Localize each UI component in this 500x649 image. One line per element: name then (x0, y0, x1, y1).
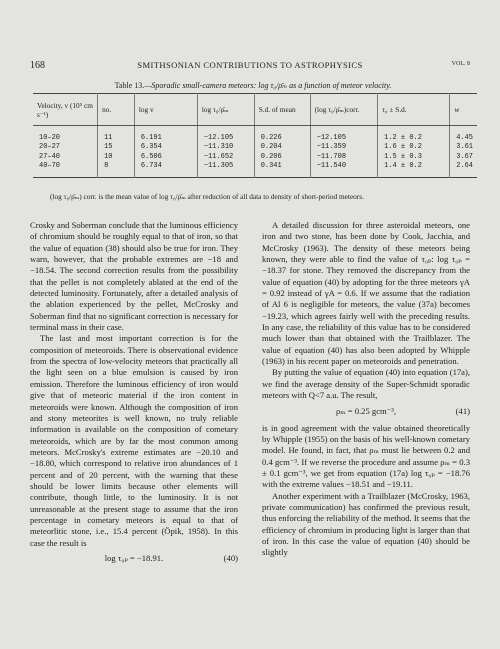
page-number: 168 (30, 60, 45, 71)
velocity-table (33, 93, 477, 178)
col-header-log-tau-corr: (log τ₀/ρ̄ₘ)corr. (310, 94, 378, 126)
table-footnote: (log τ₀/ρ̄ₘ) corr. is the mean value of log τ₀/ρ̄ₘ after reduction of all data to density of short-period meteors. (50, 192, 364, 201)
table-header-row (33, 94, 477, 126)
table-caption-label: Table 13. (114, 81, 145, 90)
table-caption (40, 81, 466, 90)
equation-formula: log τ₀ₚ = −18.91. (104, 552, 164, 563)
paragraph: By putting the value of equation (40) into equation (17a), we find the average density of the Super-Schmidt sporadic meteors with Q<7 a.u. The result, (262, 367, 470, 401)
cell-log-tau-corr: −12.105 −11.359 −11.708 −11.540 (310, 126, 378, 178)
col-header-tau-sd: τ₀ ± S.d. (378, 94, 450, 126)
col-header-log-tau: log τ₀/ρ̄ₘ (197, 94, 254, 126)
cell-no: 11 15 10 8 (98, 126, 135, 178)
paragraph: Another experiment with a Trailblazer (McCrosky, 1963, private communication) has confirmed the previous result, thus enforcing the reliability of the method. It seems that the efficiency of chromium in producing light is larger than that of iron. In this case the value of equation (40) should be slightly (262, 490, 470, 558)
running-title: SMITHSONIAN CONTRIBUTIONS TO ASTROPHYSICS (137, 60, 363, 70)
paragraph: Crosky and Soberman conclude that the luminous efficiency of chromium should be roughly equal to that of iron, so that the value of equation (38) should also be true for iron. They warn, however, that the probable extremes are −18 and −18.54. The second correction results from the possibility that the pellet is not completely ablated at the end of the detected luminosity. Fortunately, after a detailed analysis of the ablation experienced by the pellet, McCrosky and Soberman find that no significant correction is necessary for terminal mass in their case. (30, 220, 238, 333)
table-body-row (33, 126, 477, 178)
paragraph: The last and most important correction is for the composition of meteoroids. There is observational evidence from the spectra of low-velocity meteors that practically all the light seen on a blue emulsion is caused by iron emission. Therefore the luminous efficiency of iron would give that of meteoric material if the iron content in meteoroids were known. Although the composition of iron and stony meteorites is well known, no truly reliable information is available on the composition of cometary meteoroids, which are by far the most common among meteors. McCrosky's extreme estimates are −20.10 and −18.80, which correspond to relative iron abundances of 1 percent and of 20 percent, with the warning that these should be lower limits because other elements will contribute, though little, to the luminosity. It is not unreasonable at the present stage to assume that the iron percentage in cometary meteors is equal to that of meteorlitic stone, i.e., 15.4 percent (Öpik, 1958). In this case the result is (30, 333, 238, 548)
cell-velocity: 10–20 20–27 27–40 40–70 (33, 126, 98, 178)
table-caption-text: —Sporadic small-camera meteors: log τ₀/ρ̄ₘ as a function of meteor velocity. (144, 81, 392, 90)
col-header-w: w (450, 94, 477, 126)
equation-number: (41) (455, 405, 470, 416)
volume-label: VOL. 8 (451, 61, 470, 67)
cell-sd-mean: 0.226 0.204 0.206 0.341 (254, 126, 310, 178)
cell-log-v: 6.191 6.354 6.506 6.734 (134, 126, 197, 178)
right-column (262, 220, 470, 559)
paragraph: A detailed discussion for three asteroidal meteors, one iron and two stone, has been done by Cook, Jacchia, and McCrosky (1963). The density of these meteors being known, they were able to find the value of τ₀ₚ: log τ₀ₚ = −18.37 for stone. They removed the discrepancy from the value of equation (40) by adopting for the three meteors γA = 0.92 instead of γA = 0.6. If we assume that the radiation of Al 6 is negligible for meteors, the value (37a) becomes −19.23, which agrees fairly well with the preceding results. In any case, the reliability of this value has to be considered much lower than that obtained with the Trailblazer. The value of equation (40) has also been adopted by Whipple (1963) in his recent paper on meteoroids and penetration. (262, 220, 470, 367)
left-column (30, 220, 238, 570)
paragraph: is in good agreement with the value obtained theoretically by Whipple (1955) on the basis of his well-known cometary model. He found, in fact, that ρₘ must lie between 0.2 and 0.4 gcm⁻³. If we reverse the procedure and assume ρₘ = 0.3 ± 0.1 gcm⁻³, we get from equation (17a) log τ₀ₚ = −18.76 with the extreme values −18.51 and −19.11. (262, 422, 470, 490)
col-header-log-v: log v (134, 94, 197, 126)
equation-number: (40) (223, 552, 238, 563)
cell-log-tau: −12.105 −11.310 −11.652 −11.305 (197, 126, 254, 178)
equation-41 (262, 406, 470, 421)
col-header-sd-mean: S.d. of mean (254, 94, 310, 126)
cell-w: 4.45 3.61 3.67 2.64 (456, 134, 473, 170)
col-header-no: no. (98, 94, 135, 126)
page-header (30, 60, 470, 74)
equation-formula: ρₘ = 0.25 gcm⁻³, (336, 405, 396, 416)
cell-tau-sd: 1.2 ± 0.2 1.6 ± 0.2 1.5 ± 0.3 1.4 ± 0.2 (378, 126, 450, 178)
equation-40 (30, 553, 238, 568)
col-header-velocity: Velocity, v (10⁵ cm s⁻¹) (33, 94, 98, 126)
